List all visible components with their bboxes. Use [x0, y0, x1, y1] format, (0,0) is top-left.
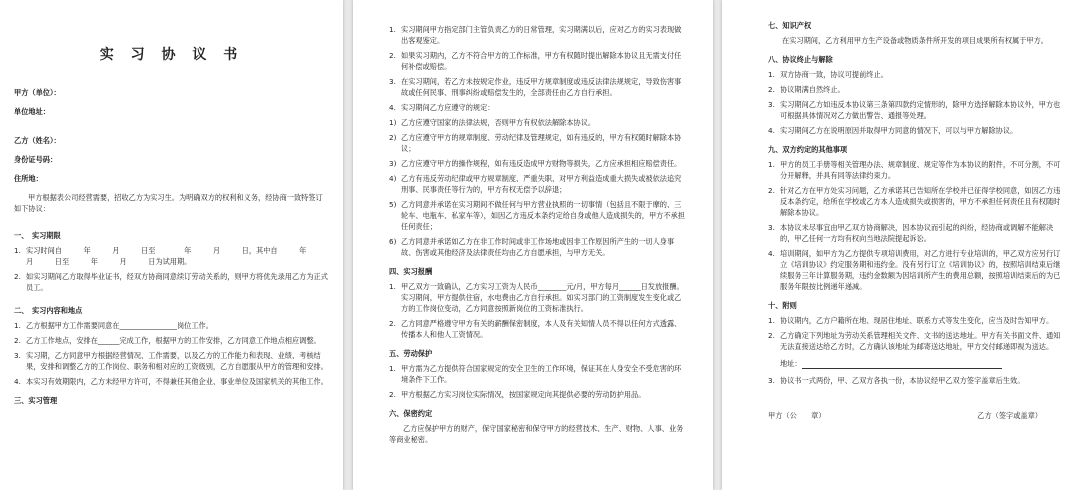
- party-a-label: 甲方（单位）：: [14, 88, 61, 97]
- party-b-label: 乙方（姓名）：: [14, 136, 61, 145]
- section-1-list: [14, 245, 329, 293]
- section-heading: 九、双方约定的其他事项: [768, 145, 848, 154]
- list-item: 2. 针对乙方在甲方处实习问题，乙方承诺其已告知所在学校并已征得学校同意，如因乙方违反本条约定，给所在学校或乙方本人造成损失或损害的，甲方不承担任何责任且有权随时解除本协议。: [768, 186, 1061, 217]
- address-blank: [802, 360, 1002, 369]
- list-item: 6) 乙方同意并承诺如乙方在非工作时间或非工作场地或因非工作原因所产生的一切人身事故、伤害或其他经济及法律责任均由乙方自愿承担，与甲方无关。: [389, 237, 675, 257]
- residence-label: 住所地：: [14, 174, 43, 183]
- section-9-list: [768, 159, 1062, 292]
- list-item: 1. 乙方根据甲方工作需要同意在________________岗位工作。: [14, 321, 213, 330]
- confidentiality-paragraph: 乙方应保护甲方的财产，保守国家秘密和保守甲方的经营技术、生产、财物、人事、业务等商业秘密。: [389, 424, 684, 444]
- party-a-signature: 甲方（公 章）: [768, 411, 826, 420]
- section-heading: 四、实习报酬: [389, 267, 433, 276]
- list-item: 3. 在实习期间，若乙方未按规定作业，违反甲方规章制度或违反法律法规规定，导致伤害事故或任何民事、刑事纠纷或赔偿发生的，全部责任由乙方自行承担。: [389, 77, 682, 97]
- list-item: 1. 甲方需为乙方提供符合国家规定的安全卫生的工作环境，保证其在人身安全不受危害的环境条件下工作。: [389, 364, 682, 384]
- list-item: 1. 甲乙双方一致确认，乙方实习工资为人民币________元/月，甲方每月______日发放报酬。实习期间，甲方提供住宿，水电费由乙方自行承担。如实习部门的工资制度发生变化或乙方的工作岗位变动，乙方同意按照新岗位的工资标准执行。: [389, 282, 684, 313]
- list-item: 3. 协议书一式两份，甲、乙双方各执一份，本协议经甲乙双方签字盖章后生效。: [768, 376, 1025, 385]
- list-item: 1) 乙方应遵守国家的法律法规，否则甲方有权依法解除本协议。: [389, 118, 596, 127]
- list-item: 1. 实习期间甲方指定部门主管负责乙方的日常管理，实习期满以后，应对乙方的实习表现做出客观鉴定。: [389, 25, 682, 45]
- list-item: 3. 实习期间乙方如违反本协议第三条第四款约定情形的，除甲方选择解除本协议外，甲方也可根据具体情况对乙方做出警告、通报等处理。: [768, 100, 1061, 120]
- list-item: 2. 乙方确定下列地址为劳动关系管理相关文件、文书的送达地址。甲方有关书面文件、通知无法直接送达给乙方时，乙方确认该地址为邮寄送达地址，甲方交付邮递即视为送达。: [768, 331, 1061, 351]
- section-heading: 五、劳动保护: [389, 349, 433, 358]
- section-10-list-cont: [768, 375, 1062, 386]
- list-item: 1. 实习时间自 年 月 日至 年 月 日，其中自 年 月 日至 年 月 日为试用期。: [14, 246, 328, 266]
- address-label: 地址：: [780, 359, 802, 368]
- ip-paragraph: 在实习期间，乙方利用甲方生产设备或物质条件所开发的项目成果所有权属于甲方。: [782, 36, 1048, 45]
- party-b-signature: 乙方（签字或盖章）: [977, 411, 1042, 420]
- address-line: [768, 358, 1062, 369]
- page-3: [722, 0, 1080, 490]
- section-3-list: [389, 24, 685, 258]
- document-title: 实 习 协 议 书: [99, 47, 244, 63]
- section-2-list: [14, 320, 329, 387]
- list-item: 4) 乙方有违反劳动纪律或甲方规章制度、严重失职、对甲方利益造成重大损失或被依法追究刑事、民事责任等行为的，甲方有权无偿予以辞退；: [389, 174, 682, 194]
- list-item: 4. 培训期间，如甲方为乙方提供专项培训费用，对乙方进行专业培训的，甲乙双方应另行订立《培训协议》约定服务期和违约金。没有另行订立《培训协议》的，按照培训结束后继续服务三年计算服务期，违约金数额为因培训所产生的费用总额，按照培训结束后的为已服务年限按比例递年递减。: [768, 249, 1061, 291]
- section-heading: 七、知识产权: [768, 21, 812, 30]
- section-8-list: [768, 69, 1062, 136]
- list-item: 2. 如实习期间乙方取得毕业证书，经双方协商同意续订劳动关系的，则甲方将优先录用乙方为正式员工。: [14, 272, 328, 292]
- section-heading: 二、 实习内容和地点: [14, 306, 83, 315]
- section-10-list: [768, 315, 1062, 352]
- list-item: 1. 双方协商一致，协议可提前终止。: [768, 70, 888, 79]
- list-item: 3. 实习期，乙方同意甲方根据经营情况、工作需要，以及乙方的工作能力和表现、业绩、考核结果，安排和调整乙方的工作岗位、职务和相对应的工资级别，乙方自愿服从甲方的管理和安排。: [14, 351, 328, 371]
- list-item: 2. 如果实习期内，乙方不符合甲方的工作标准，甲方有权随时提出解除本协议且无需支付任何补偿或赔偿。: [389, 51, 682, 71]
- section-heading: 六、保密约定: [389, 409, 433, 418]
- section-heading: 一、 实习期限: [14, 231, 61, 240]
- list-item: 4. 实习期间乙方应遵守的规定：: [389, 103, 495, 112]
- section-4-list: [389, 281, 685, 340]
- list-item: 1. 协议期内，乙方户籍所在地、现居住地址、联系方式等发生变化，应当及时告知甲方。: [768, 316, 1054, 325]
- section-heading: 十、附则: [768, 301, 797, 310]
- section-heading: 八、协议终止与解除: [768, 55, 833, 64]
- id-number-label: 身份证号码：: [14, 155, 58, 164]
- list-item: 2. 甲方根据乙方实习岗位实际情况，按国家规定向其提供必要的劳动防护用品。: [389, 390, 646, 399]
- section-heading: 三、实习管理: [14, 396, 58, 405]
- list-item: 4. 本实习有效期限内，乙方未经甲方许可，不得兼任其他企业、事业单位及国家机关的其他工作。: [14, 377, 328, 386]
- section-5-list: [389, 363, 685, 400]
- unit-address-label: 单位地址：: [14, 107, 50, 116]
- page-1: [0, 0, 343, 490]
- intro-paragraph: 甲方根据表公司经营需要，招收乙方为实习生。为明确双方的权利和义务，经协商一致特签订如下协议：: [14, 193, 323, 213]
- list-item: 3) 乙方应遵守甲方的操作规程，如有违反造成甲方财物等损失，乙方应承担相应赔偿责任。: [389, 159, 682, 168]
- list-item: 5) 乙方同意并承诺在实习期间不做任何与甲方营业执照的一切事情（包括且不限于摩的、三轮车、电瓶车、私家车等），如因乙方违反本条约定给自身或他人造成损失的，甲方不承担任何责任；: [389, 200, 685, 231]
- list-item: 2. 乙方同意严格遵守甲方有关的薪酬保密制度，本人及有关知情人员不得以任何方式透露、传播本人和他人工资情况。: [389, 319, 682, 339]
- list-item: 1. 甲方的员工手册等相关管理办法、规章制度、规定等作为本协议的附件，不可分割，不可分开解释，并具有同等法律约束力。: [768, 160, 1061, 180]
- list-item: 2. 协议期满自然终止。: [768, 85, 845, 94]
- list-item: 3. 本协议未尽事宜由甲乙双方协商解决，因本协议而引起的纠纷，经协商或调解不能解决的，甲乙任何一方均有权向当地法院提起诉讼。: [768, 223, 1054, 243]
- page-2: [353, 0, 713, 490]
- signature-row: [768, 410, 1062, 421]
- list-item: 2) 乙方应遵守甲方的规章制度、劳动纪律及管理规定，如有违反的，甲方有权随时解除本协议；: [389, 133, 682, 153]
- list-item: 4. 实习期间乙方在说明原因并取得甲方同意的情况下，可以与甲方解除协议。: [768, 126, 1018, 135]
- list-item: 2. 乙方工作地点，安排在______完成工作，根据甲方的工作安排，乙方同意工作地点相应调整。: [14, 336, 321, 345]
